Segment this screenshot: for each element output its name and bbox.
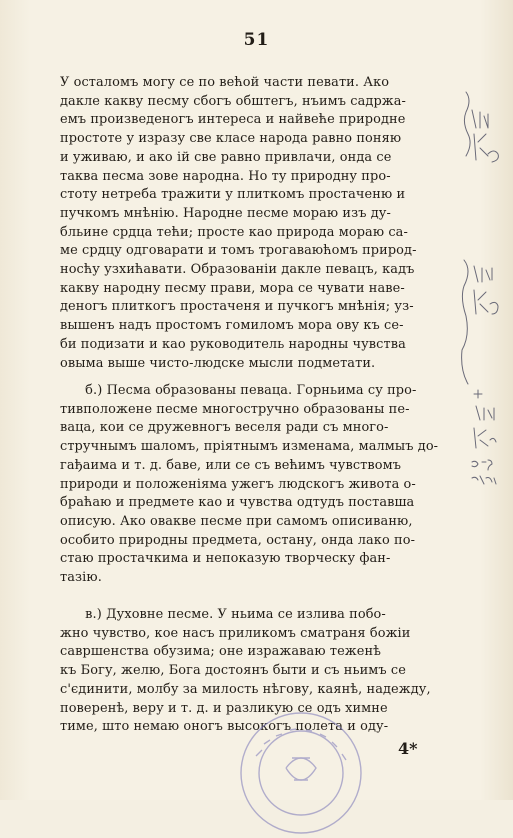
paragraph-folk-song: У осталомъ могу се по већой части певати. Ако дакле какву песму сбогъ обштегъ, нъимъ садржа- емъ произведеногъ интереса и найвеће природне простоте у изразу све класе народа равно поняю и уживаю, и ако ій све равно привлачи, онда се таква песма зове народна. Но ту природну про- стоту нетреба тражити у плиткомъ простаченю и пучкомъ мнѣнію. Народне песме морaю изъ ду- бльине срдца тећи; просте као природа морaю са- ме срдцу одговарати и томъ трогаваюћомъ природ- носћу узхићавати. Образованіи дакле певацъ, кадъ какву народну песму прави, мора се чувати наве- деногъ плиткогъ простаченя и пучкогъ мнѣнія; уз- вышенъ надъ простомъ гомиломъ мора ову къ се- би подизати и као руководитель народны чувства овыма выше чисто-людске мысли подметати. [60,75,417,371]
handwritten-margin-notes [458,90,513,510]
signature-mark: 4* [398,739,418,758]
paragraph-spiritual-songs: в.) Духовне песме. У ньима се излива побо- жно чувство, кое насъ приликомъ сматраня божіи савршенства обузима; оне изражавaю теженѣ къ Богу, желю, Бога достоянъ быти и съ ньимъ се с'єдинити, молбу за милость нѣгову, каянѣ, надежду, поверенѣ, веру и т. д. и разликую се одъ химне тиме, што немаю оногъ высокогъ полета и оду- [60,607,431,735]
page-number: 51 [243,30,270,50]
paragraph-educated-poets: б.) Песма образованы певаца. Горньима су про- тивположене песме многостручно образованы пе- ваца, кои се дружевногъ веселя ради съ многo- стручнымъ шаломъ, пріятнымъ изменама, малмыъ до- гађаима и т. д. баве, или се съ већимъ чувствомъ природи и положеніяма ужегъ людскогъ живота о- браћаю и предмете као и чувства одтудъ поставша описую. Ако овакве песме при самомъ описиваню, особито природны предмета, остану, онда лако по- стаю простачкима и непоказую творческу фан- тазію. [60,383,439,586]
library-stamp [236,708,366,838]
